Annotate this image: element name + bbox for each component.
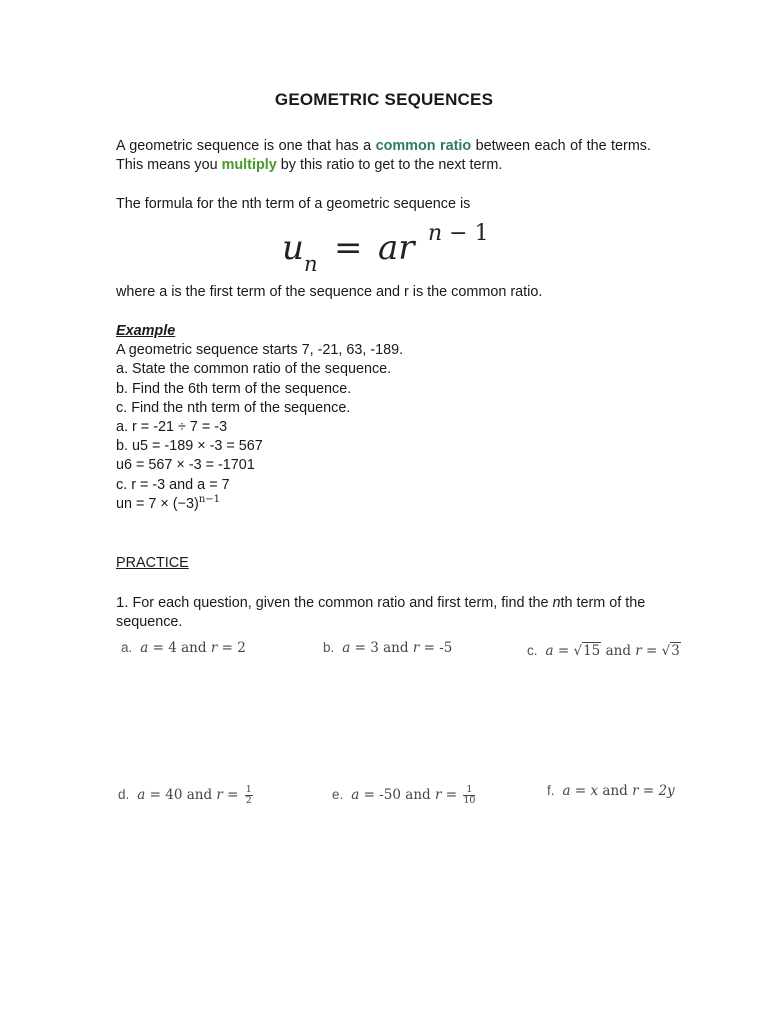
example-line: b. Find the 6th term of the sequence.: [116, 380, 352, 397]
fraction-denominator: 2: [245, 795, 252, 806]
var-r: r: [210, 640, 218, 656]
var-r: r: [632, 783, 639, 799]
item-label: a.: [121, 640, 133, 655]
var-a: a: [342, 640, 351, 656]
equals: =: [423, 640, 435, 656]
common-ratio-highlight: common ratio: [375, 138, 472, 154]
example-line: u6 = 567 × -3 = -1701: [116, 457, 255, 474]
item-r-value: 2y: [658, 783, 675, 799]
intro-text-1: A geometric sequence is one that has a: [116, 138, 376, 154]
var-r: r: [412, 640, 420, 656]
item-a-value: 40: [165, 787, 183, 803]
equals: =: [152, 640, 164, 656]
and-word: and: [605, 643, 631, 659]
var-r: r: [216, 787, 223, 803]
practice-item-b: [323, 640, 452, 656]
radicand-r: 3: [671, 643, 680, 659]
formula-exponent: [428, 221, 489, 246]
item-label: f.: [547, 783, 555, 798]
example-line: c. Find the nth term of the sequence.: [116, 399, 351, 416]
intro-paragraph: [116, 137, 651, 176]
equals: =: [221, 640, 233, 656]
equals: =: [227, 787, 239, 803]
page-title: GEOMETRIC SEQUENCES: [274, 90, 494, 109]
formula-intro: The formula for the nth term of a geometric sequence is: [116, 196, 471, 212]
item-label: e.: [332, 787, 344, 802]
item-label: d.: [118, 787, 130, 802]
example-section: [116, 322, 403, 514]
and-word: and: [405, 787, 431, 803]
equals: =: [646, 643, 658, 659]
formula-ar: ar: [378, 228, 415, 268]
practice-item-f: [547, 783, 675, 799]
var-r: r: [635, 643, 642, 659]
equals: =: [557, 643, 570, 659]
multiply-highlight: multiply: [221, 157, 277, 174]
and-word: and: [181, 640, 207, 656]
formula-subscript: n: [304, 252, 318, 276]
fraction-denominator: 10: [463, 795, 476, 806]
formula-equals: =: [334, 228, 363, 268]
item-a-value: -50: [379, 787, 401, 803]
var-r: r: [434, 787, 442, 803]
and-word: and: [602, 783, 628, 799]
equals: =: [149, 787, 161, 803]
intro-text-3: by this ratio to get to the next term.: [276, 157, 503, 174]
and-word: and: [383, 640, 409, 656]
var-a: a: [137, 787, 146, 803]
var-a: a: [562, 783, 571, 799]
practice-item-a: [121, 640, 246, 656]
sqrt-r: √3: [661, 643, 680, 659]
example-final-line: [116, 495, 403, 514]
question-n: n: [552, 595, 561, 611]
equals: =: [642, 783, 655, 799]
practice-item-d: [118, 785, 253, 806]
question-text-end: th term of the sequence.: [116, 595, 646, 631]
equals: =: [363, 787, 375, 803]
practice-item-e: [332, 785, 475, 806]
fraction-r: [463, 785, 475, 806]
fraction-numerator: 1: [463, 785, 475, 796]
item-label: b.: [323, 640, 335, 655]
intro-text-2: between each of the terms. This means you: [116, 138, 652, 174]
question-1: [116, 593, 661, 633]
example-line: b. u5 = -189 × -3 = 567: [116, 438, 263, 455]
practice-heading: PRACTICE: [116, 555, 189, 571]
formula-explanation: where a is the first term of the sequence and r is the common ratio.: [116, 284, 543, 300]
var-a: a: [140, 640, 149, 656]
item-a-value: 4: [168, 640, 177, 656]
equals: =: [574, 783, 587, 799]
item-a-value: x: [590, 783, 599, 799]
fraction-r: [245, 785, 253, 806]
example-line: a. r = -21 ÷ 7 = -3: [116, 419, 228, 436]
radicand-a: 15: [583, 643, 601, 659]
item-a-value: 3: [370, 640, 379, 656]
formula-u: u: [282, 228, 304, 268]
item-r-value: -5: [439, 640, 453, 656]
formula-exponent-rest: − 1: [442, 221, 489, 246]
example-line: a. State the common ratio of the sequence.: [116, 361, 392, 378]
formula-exponent-n: n: [428, 221, 443, 246]
nth-term-formula: [282, 218, 512, 280]
example-label: Example: [116, 323, 176, 339]
item-label: c.: [527, 643, 538, 658]
practice-item-c: [527, 643, 681, 659]
fraction-numerator: 1: [245, 784, 252, 795]
question-text: For each question, given the common ratio and first term, find the: [128, 595, 553, 611]
example-line: A geometric sequence starts 7, -21, 63, -189.: [116, 342, 404, 359]
example-final-text: un = 7 × (−3): [116, 495, 199, 512]
example-line: c. r = -3 and a = 7: [116, 476, 230, 493]
var-a: a: [545, 643, 554, 659]
equals: =: [445, 787, 458, 803]
var-a: a: [351, 787, 360, 803]
example-final-exponent: n−1: [198, 494, 220, 506]
equals: =: [354, 640, 366, 656]
sqrt-a: √15: [573, 643, 601, 659]
question-number: 1.: [116, 594, 129, 611]
and-word: and: [186, 787, 213, 803]
item-r-value: 2: [237, 640, 246, 656]
